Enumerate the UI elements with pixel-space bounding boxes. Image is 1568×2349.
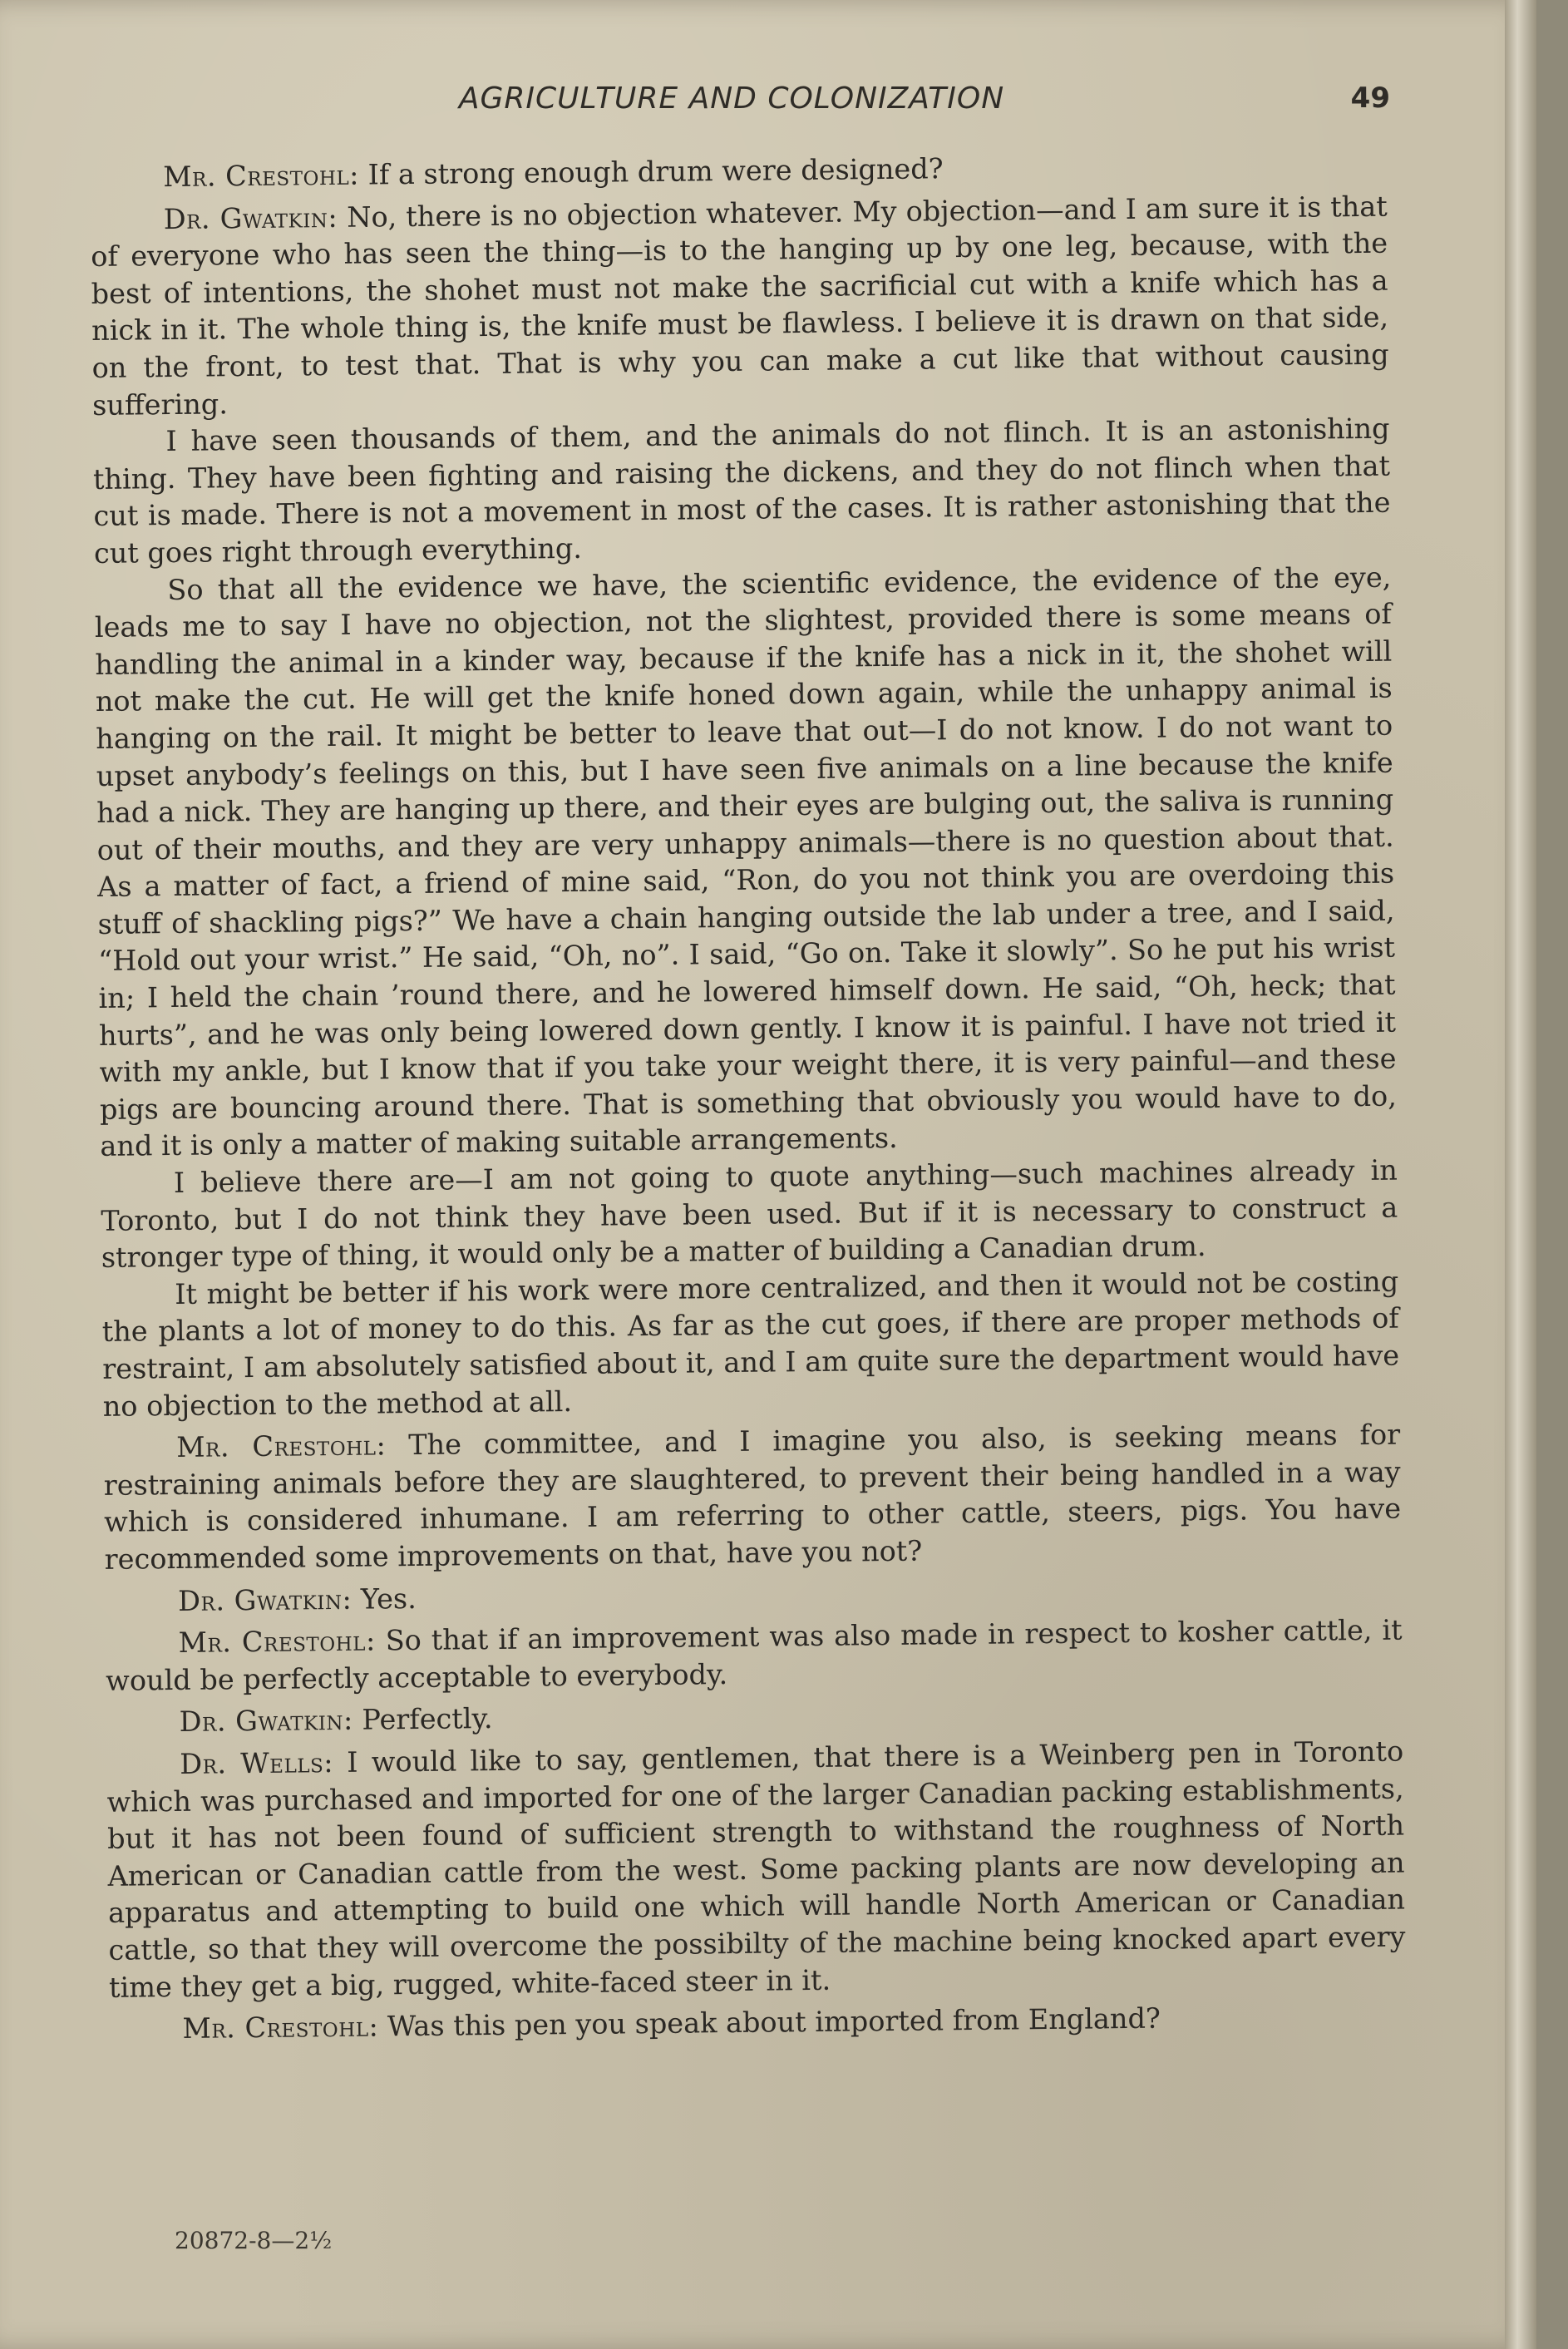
paragraph [109, 1998, 1406, 2049]
paragraph-text: So that all the evidence we have, the scientific evidence, the evidence of the eye, leads me to say I have no objection, not the slightest, provided there is some means of handling the animal in a kinder way, because if the knife has a nick in it, the shohet will not make the cut. He will get the knife honed down again, while the unhappy animal is hanging on the rail. It might be better to leave that out—I do not know. I do not want to upset anybody’s feelings on this, but I have seen five animals on a line because the knife had a nick. They are hanging up there, and their eyes are bulging out, the saliva is running out of their mouths, and they are very unhappy animals—there is no question about that. As a matter of fact, a friend of mine said, “Ron, do you not think you are overdoing this stuff of shackling pigs?” We have a chain hanging outside the lab under a tree, and I said, “Hold out your wrist.” He said, “Oh, no”. I said, “Go on. Take it slowly”. So he put his wrist in; I held the chain ’round there, and he lowered himself down. He said, “Oh, heck; that hurts”, and he was only being lowered down gently. I know it is painful. I have not tried it with my ankle, but I know that if you take your weight there, it is very painful—and these pigs are bouncing around there. That is something that obviously you would have to do, and it is only a matter of making suitable arrangements. [94, 560, 1398, 1163]
page-header [83, 81, 1390, 131]
paragraph-text: Yes. [360, 1582, 417, 1616]
paragraph [90, 146, 1387, 197]
speaker-name: Dr. Gwatkin: [163, 200, 338, 235]
paragraph [92, 411, 1391, 573]
paragraph-text: It might be better if his work were more centralized, and then it would not be costing the plants a lot of money to do this. As far as the cut goes, if there are proper methods of restraint, I am absolutely satisfied about it, and I am quite sure the department would have no objection to the method at all. [101, 1265, 1400, 1423]
body-text [90, 146, 1407, 2049]
paragraph [106, 1733, 1406, 2006]
paragraph-text: So that if an improvement was also made in respect to kosher cattle, it would be perfectly acceptable to everybody. [105, 1613, 1403, 1697]
speaker-name: Dr. Gwatkin: [177, 1582, 353, 1617]
paragraph-text: If a strong enough drum were designed? [367, 152, 944, 191]
paragraph [101, 1263, 1400, 1425]
paragraph-text: The committee, and I imagine you also, is seeking means for restraining animals before they are slaughtered, to prevent their being handled in a way which is considered inhumane. I am referring to other cattle, steers, pigs. You have recommended some improvements on that, have you not? [103, 1418, 1402, 1576]
paragraph-text: I would like to say, gentlemen, that there is a Weinberg pen in Toronto which was purchased and imported for one of the larger Canadian packing establishments, but it has not been found of sufficient strength to withstand the roughness of North American or Canadian cattle from the west. Some packing plants are now developing an apparatus and attempting to build one which will handle North American or Canadian cattle, so that they will overcome the possibilty of the machine being knocked apart every time they get a big, rugged, white-faced steer in it. [106, 1735, 1406, 2004]
paragraph-text: I believe there are—I am not going to quote anything—such machines already in Toronto, but I do not think they have been used. But if it is necessary to construct a stronger type of thing, it would only be a matter of building a Canadian drum. [101, 1153, 1398, 1275]
speaker-name: Mr. Crestohl: [176, 1429, 387, 1464]
paragraph [101, 1152, 1398, 1277]
paragraph-text: I have seen thousands of them, and the animals do not flinch. It is an astonishing thing. They have been fighting and raising the dickens, and they do not flinch when that cut is made. There is not a movement in most of the cases. It is rather astonishing that the cut goes right through everything. [92, 412, 1391, 570]
speaker-name: Mr. Crestohl: [182, 2010, 379, 2046]
paragraph [91, 188, 1390, 424]
printer-signature-code: 20872-8—2½ [175, 2227, 333, 2254]
page-binding-edge [1505, 0, 1536, 2349]
speaker-name: Dr. Gwatkin: [179, 1704, 353, 1739]
paragraph-text: No, there is no objection whatever. My objection—and I am sure it is that of everyone who has seen the thing—is to the hanging up by one leg, because, with the best of intentions, the shohet must not make the sacrificial cut with a knife which has a nick in it. The whole thing is, the knife must be flawless. I believe it is drawn on that side, on the front, to test that. That is why you can make a cut like that without causing suffering. [91, 190, 1389, 422]
paragraph [105, 1570, 1402, 1621]
running-head: AGRICULTURE AND COLONIZATION [458, 81, 1005, 116]
paragraph-text: Perfectly. [362, 1702, 493, 1737]
paragraph [106, 1691, 1403, 1742]
paragraph [105, 1612, 1403, 1700]
paragraph [94, 559, 1397, 1166]
speaker-name: Dr. Wells: [180, 1745, 334, 1780]
page-number: 49 [1350, 81, 1390, 115]
paragraph [103, 1417, 1402, 1579]
speaker-name: Mr. Crestohl: [163, 158, 360, 194]
speaker-name: Mr. Crestohl: [178, 1624, 376, 1660]
paragraph-text: Was this pen you speak about imported from England? [387, 2001, 1161, 2043]
